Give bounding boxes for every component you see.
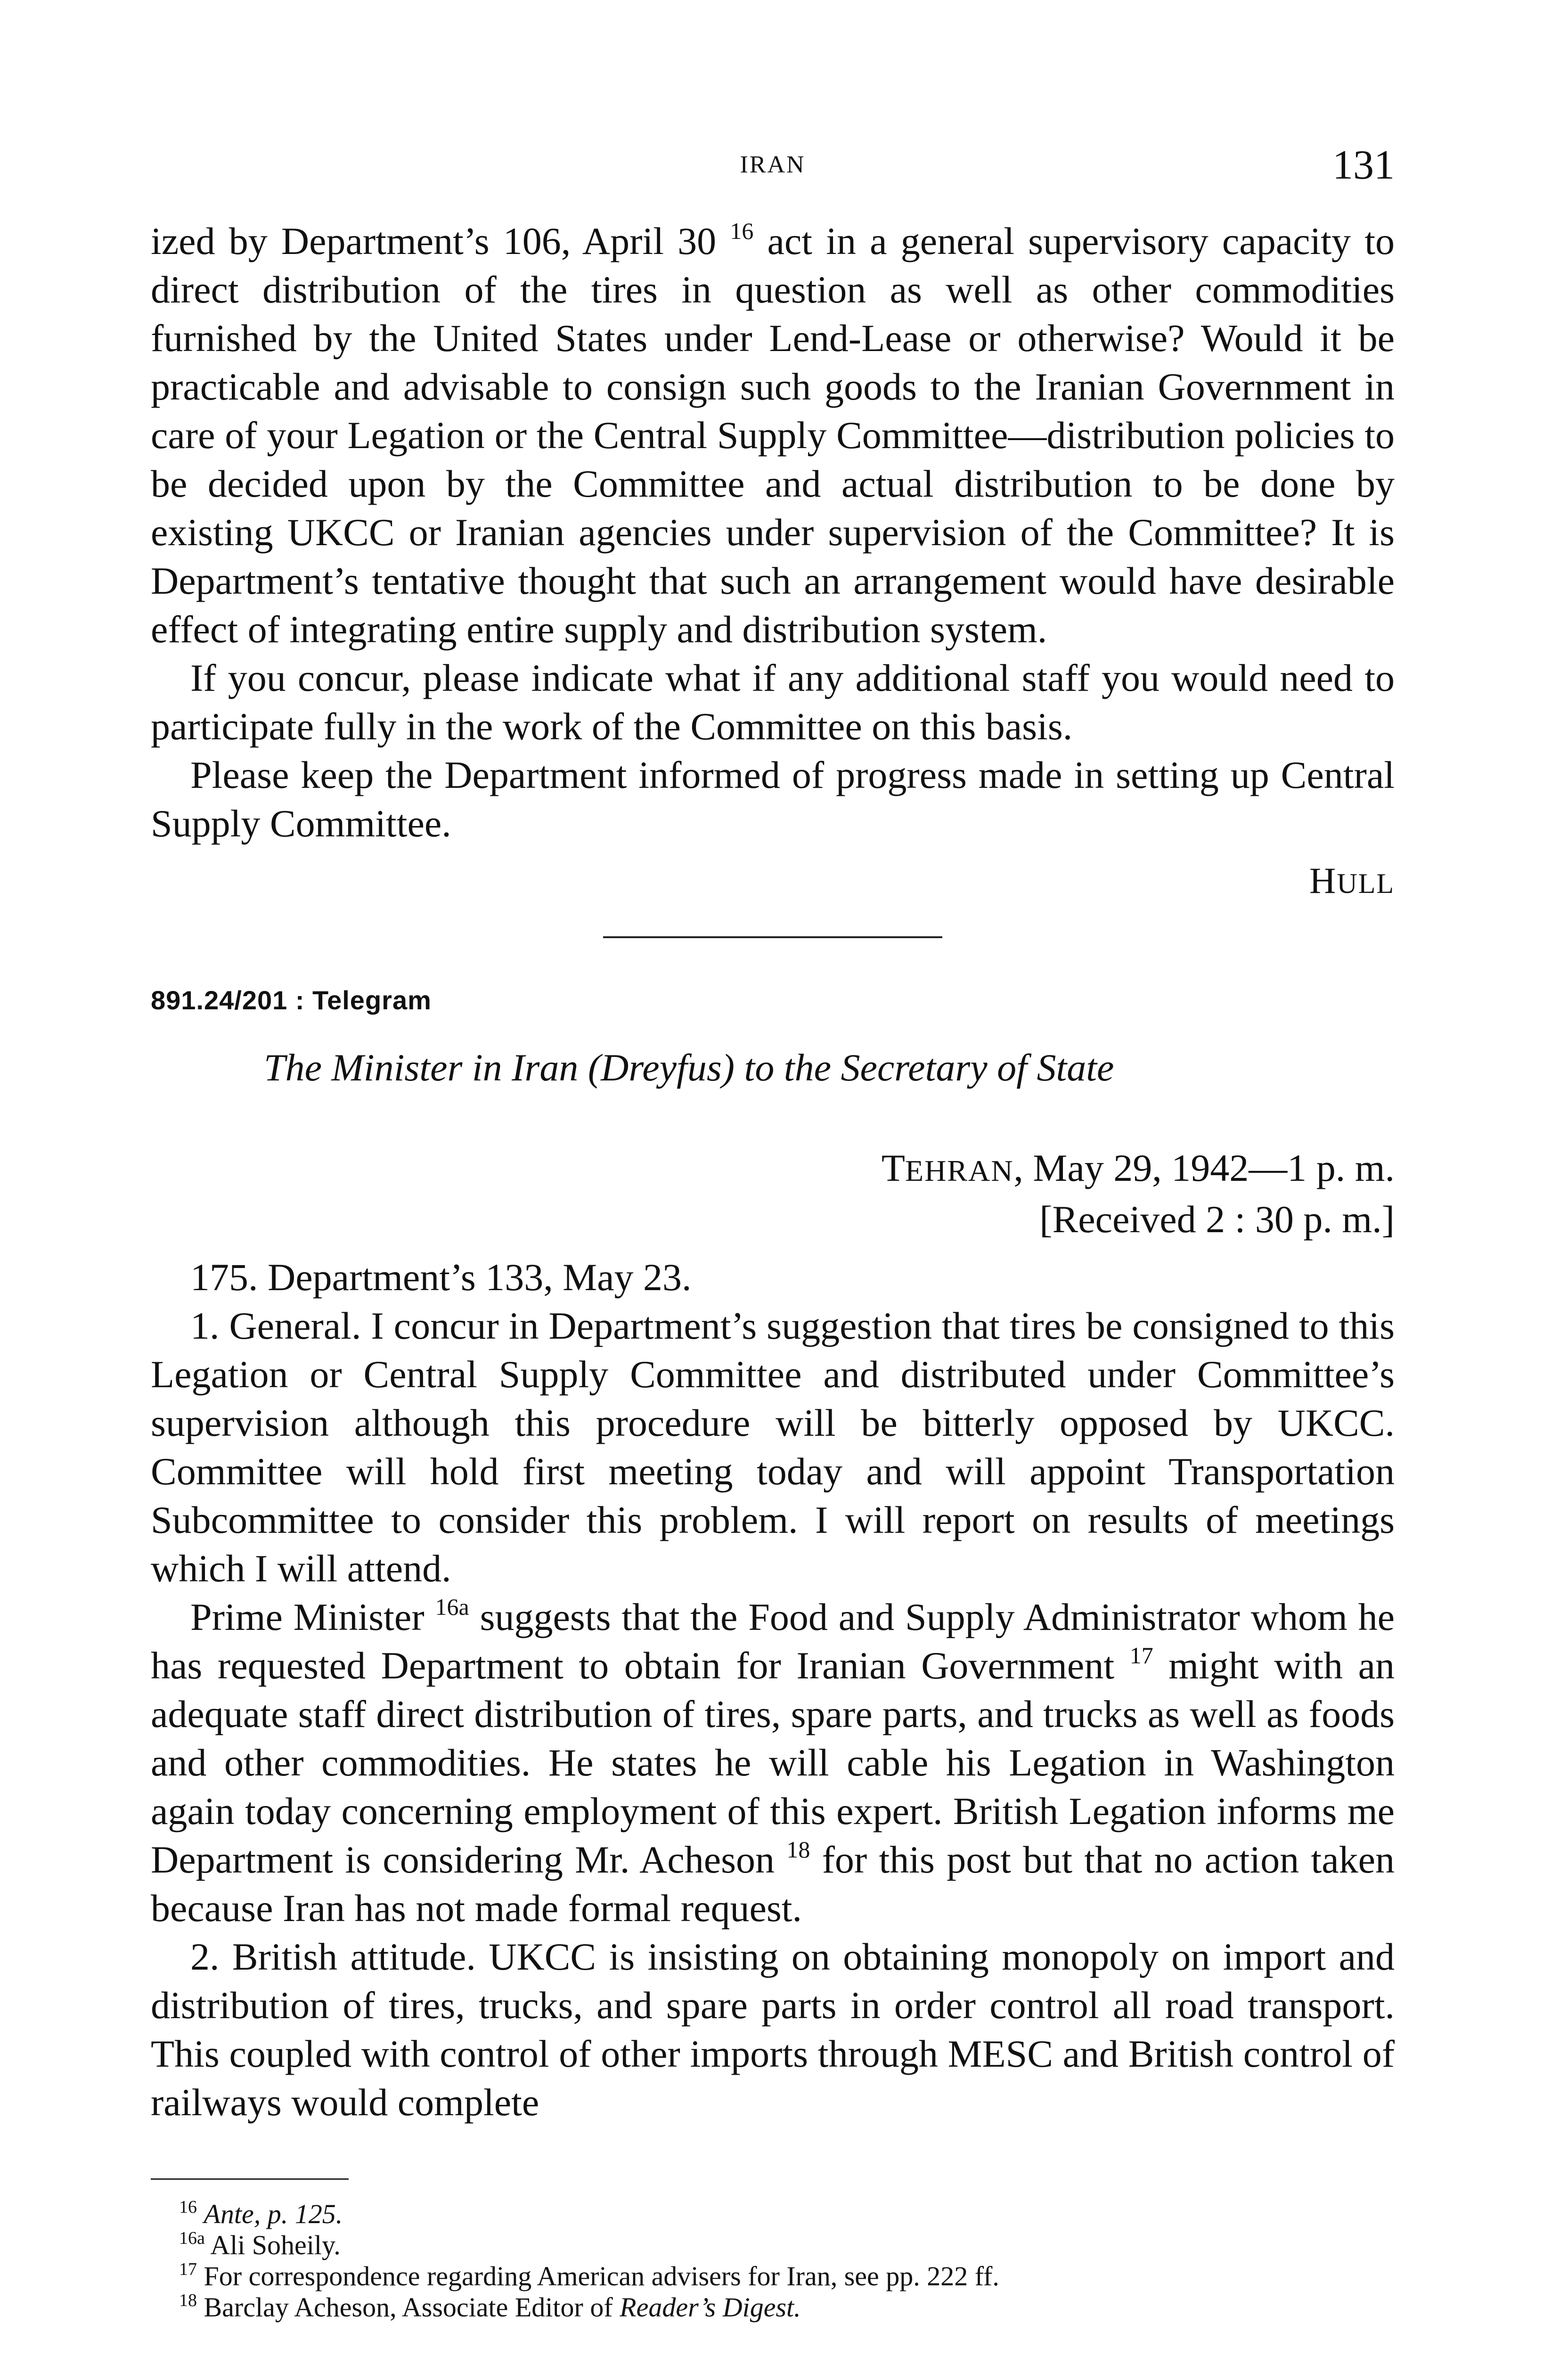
page-header — [151, 141, 1395, 193]
section-divider — [603, 936, 942, 938]
footnote-16: $^{16}$ Ante, p. 125. — [179, 2197, 343, 2229]
file-reference: 891.24/201 : Telegram — [151, 985, 432, 1015]
main-body — [151, 217, 1395, 2127]
received-time: [Received 2 : 30 p. m.] — [1039, 1198, 1395, 1241]
telegram-body — [151, 1253, 1395, 2127]
dateline — [151, 1144, 1395, 1243]
footnote-17: $^{17}$ For correspondence regarding American advisers for Iran, see pp. 222 ff. — [179, 2259, 999, 2291]
footnote-divider — [151, 2178, 349, 2180]
paragraph-progress: Please keep the Department informed of progress made in setting up Central Supply Committee. — [151, 753, 1395, 845]
dateline-place-date: TEHRAN, May 29, 1942—1 p. m. — [881, 1146, 1395, 1189]
signature-hull: HULL — [1309, 860, 1395, 901]
footnote-ref-18: 18 — [786, 1836, 810, 1863]
footnote-ref-16: 16 — [730, 218, 754, 244]
document-page — [151, 141, 1395, 2323]
footnote-16a: $^{16a}$ Ali Soheily. — [179, 2228, 341, 2260]
paragraph-staff: If you concur, please indicate what if any additional staff you would need to participate fully in the work of the Committee on this basis. — [151, 656, 1395, 748]
paragraph-british-attitude: 2. British attitude. UKCC is insisting on obtaining monopoly on import and distribution of tires, trucks, and spare parts in order control all road transport. This coupled with control of other imports through MESC and British control of railways would complete — [151, 1935, 1395, 2124]
footnotes — [151, 2199, 1395, 2323]
footnote-ref-17: 17 — [1129, 1642, 1153, 1669]
paragraph-general: 1. General. I concur in Department’s suggestion that tires be consigned to this Legation or Central Supply Committee and distributed under Committee’s supervision although this procedure will be bitterly opposed by UKCC. Committee will hold first meeting today and will appoint Transportation Subcommittee to consider this problem. I will report on results of meetings which I will attend. — [151, 1304, 1395, 1590]
running-head: IRAN — [740, 151, 806, 178]
paragraph-continuation: ized by Department’s 106, April 30 $^{16}$ act in a general supervisory capacity to direct distribution of the tires in question as well as other commodities furnished by the United States under Lend-Lease or otherwise? Would it be practicable and advisable to consign such goods to the Iranian Government in care of your Legation or the Central Supply Committee—distribution policies to be decided upon by the Committee and actual distribution to be done by existing UKCC or Iranian agencies under supervision of the Committee? It is Department’s tentative thought that such an arrangement would have desirable effect of integrating entire supply and distribution system. — [151, 218, 1395, 651]
footnote-ref-16a: 16a — [435, 1594, 469, 1620]
page-number: 131 — [1332, 142, 1395, 188]
paragraph-prime-minister: Prime Minister $^{16a}$ suggests that the Food and Supply Administrator whom he has requested Department to obtain for Iranian Government $^{17}$ might with an adequate staff direct distribution of tires, spare parts, and trucks as well as foods and other commodities. He states he will cable his Legation in Washington again today concerning employment of this expert. British Legation informs me Department is considering Mr. Acheson $^{18}$ for this post but that no action taken because Iran has not made formal request. — [151, 1594, 1395, 1930]
telegram-reference: 175. Department’s 133, May 23. — [190, 1256, 692, 1299]
footnote-18: $^{18}$ Barclay Acheson, Associate Editor of Reader’s Digest. — [179, 2291, 801, 2323]
document-title: The Minister in Iran (Dreyfus) to the Secretary of State — [264, 1046, 1114, 1089]
